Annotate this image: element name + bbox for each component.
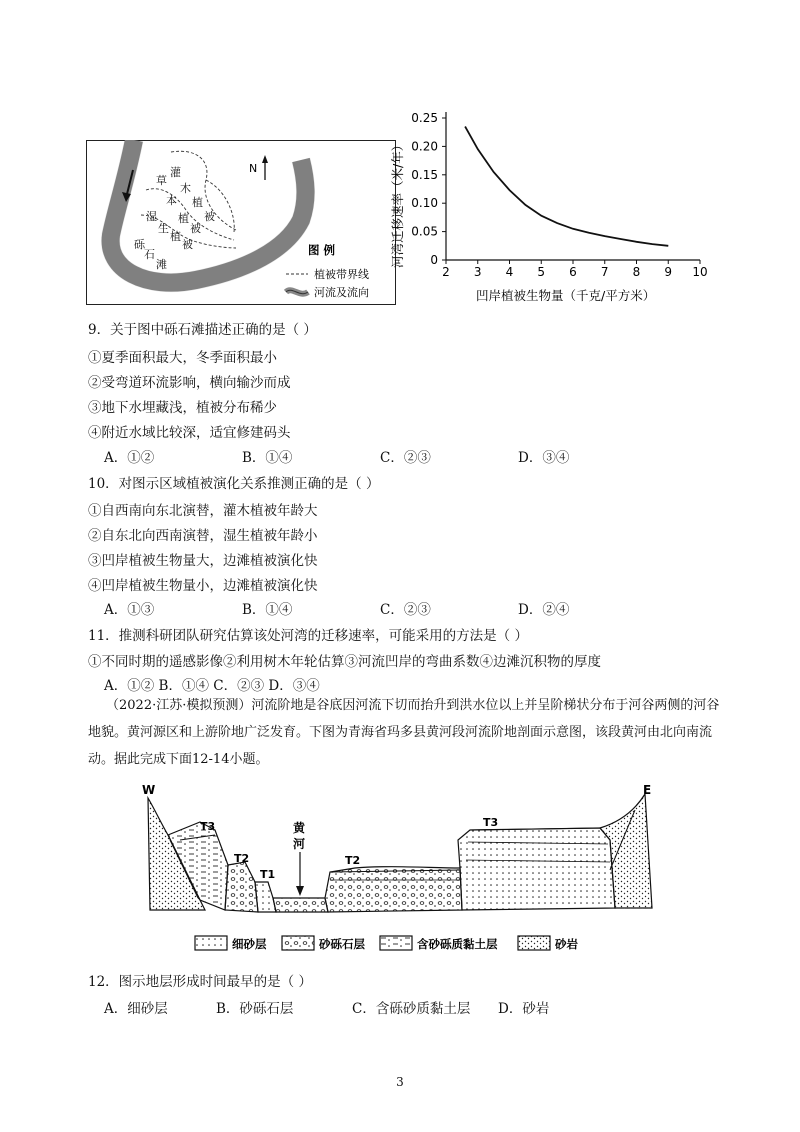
legend-boundary: 植被带界线 (314, 268, 369, 281)
river-label: 河 (293, 837, 306, 851)
legend-gravel: 砂砾石层 (319, 937, 365, 951)
veg-label: 被 (190, 222, 201, 235)
terrace-label: T3 (200, 820, 216, 833)
migration-rate-chart (386, 100, 716, 310)
x-tick-label: 2 (442, 265, 450, 279)
y-tick-label: 0.15 (411, 167, 438, 182)
y-tick-label: 0.20 (411, 139, 438, 154)
q10-item: ④凹岸植被生物量小，边滩植被演化快 (88, 578, 318, 594)
option[interactable]: A．细砂层 (104, 1001, 168, 1017)
legend-title: 图 例 (308, 243, 336, 257)
q10-item: ③凹岸植被生物量大，边滩植被演化快 (88, 553, 318, 569)
x-tick-label: 8 (632, 265, 641, 279)
y-tick-label: 0.05 (411, 224, 438, 239)
y-tick-label: 0.10 (411, 196, 438, 211)
svg-text:河湾迁移速率（米/年）: 河湾迁移速率（米/年） (390, 138, 405, 268)
west-label: W (142, 783, 156, 797)
veg-label: 植 (192, 196, 203, 209)
veg-label: 滩 (156, 258, 167, 271)
y-tick-label: 0.25 (411, 111, 438, 125)
veg-label: 本 (166, 194, 177, 207)
page-number: 3 (396, 1075, 404, 1089)
veg-label: 植 (178, 212, 189, 225)
x-tick-label: 10 (692, 265, 708, 279)
q9-item: ①夏季面积最大，冬季面积最小 (88, 350, 277, 366)
veg-label: 石 (144, 248, 155, 261)
option[interactable]: A．①② (104, 450, 155, 466)
q10-item: ①自西南向东北演替，灌木植被年龄大 (88, 503, 318, 519)
option[interactable]: B．①④ (242, 450, 293, 466)
river-arrow-icon (296, 886, 304, 896)
y-axis-label (390, 139, 405, 268)
veg-label: 灌 (170, 166, 181, 179)
legend-fine-sand: 细砂层 (232, 937, 267, 951)
option[interactable]: C．②③ (380, 450, 431, 466)
north-label: N (249, 162, 258, 175)
terrace-label: T2 (345, 854, 361, 867)
option[interactable]: D．③④ (518, 450, 570, 466)
option[interactable]: B．①④ (242, 602, 293, 618)
terrace-profile (140, 780, 665, 962)
q9-item: ④附近水域比较深，适宜修建码头 (88, 425, 291, 441)
river-label: 黄 (293, 821, 306, 835)
x-tick-label: 3 (473, 265, 482, 279)
terrace-label: T3 (483, 816, 499, 829)
q10-stem: 10．对图示区域植被演化关系推测正确的是（ ） (88, 476, 380, 492)
profile-legend (195, 936, 578, 951)
legend-clay: 含砂砾质黏土层 (417, 937, 498, 951)
q9-item: ②受弯道环流影响，横向输沙而成 (88, 375, 291, 391)
veg-label: 湿 (146, 210, 157, 223)
option[interactable]: C．含砾砂质黏土层 (352, 1001, 471, 1017)
x-tick-label: 7 (600, 265, 609, 279)
option[interactable]: D．②④ (518, 602, 570, 618)
veg-label: 生 (158, 222, 169, 235)
passage: （2022·江苏·模拟预测）河流阶地是谷底因河流下切而抬升到洪水位以上并呈阶梯状分布于河谷两侧的河谷地貌。黄河源区和上游阶地广泛发育。下图为青海省玛多县黄河段河流阶地剖面示意图，该段黄河由北向南流动。据此完成下面12-14小题。 (88, 698, 720, 767)
q12-stem: 12．图示地层形成时间最早的是（ ） (88, 974, 312, 990)
x-tick-label: 6 (569, 265, 577, 279)
option[interactable]: D．砂岩 (498, 1001, 550, 1017)
x-axis-label: 凹岸植被生物量（千克/平方米） (476, 288, 656, 303)
veg-label: 植 (170, 230, 181, 243)
river-bend-map (86, 140, 396, 305)
y-tick-label: 0 (430, 253, 438, 267)
legend-river: 河流及流向 (314, 286, 369, 299)
option[interactable]: C．②③ (380, 602, 431, 618)
legend-sandstone: 砂岩 (555, 937, 578, 951)
q9-item: ③地下水埋藏浅，植被分布稀少 (88, 400, 277, 416)
x-tick-label: 5 (537, 265, 546, 279)
terrace-label: T1 (260, 868, 276, 881)
option[interactable]: A．①③ (104, 602, 155, 618)
q10-options (104, 598, 569, 618)
series-line (465, 127, 668, 246)
q12-options (104, 997, 549, 1017)
veg-label: 被 (182, 238, 193, 251)
x-tick-label: 4 (505, 265, 514, 279)
q11-options[interactable]: A．①② B．①④ C．②③ D．③④ (104, 678, 320, 694)
veg-label: 砾 (134, 238, 145, 251)
terrace-label: T2 (234, 852, 250, 865)
veg-label: 被 (204, 210, 215, 223)
q10-item: ②自东北向西南演替，湿生植被年龄小 (88, 528, 318, 544)
q11-stem: 11．推测科研团队研究估算该处河湾的迁移速率，可能采用的方法是（ ） (88, 628, 528, 644)
option[interactable]: B．砂砾石层 (216, 1001, 294, 1017)
q9-options (104, 446, 569, 466)
veg-label: 木 (180, 182, 191, 195)
q11-item: ①不同时期的遥感影像②利用树木年轮估算③河流凹岸的弯曲系数④边滩沉积物的厚度 (88, 654, 601, 670)
q9-stem: 9．关于图中砾石滩描述正确的是（ ） (88, 322, 317, 338)
x-tick-label: 9 (664, 265, 673, 279)
east-label: E (643, 783, 652, 797)
veg-label: 草 (156, 174, 167, 187)
